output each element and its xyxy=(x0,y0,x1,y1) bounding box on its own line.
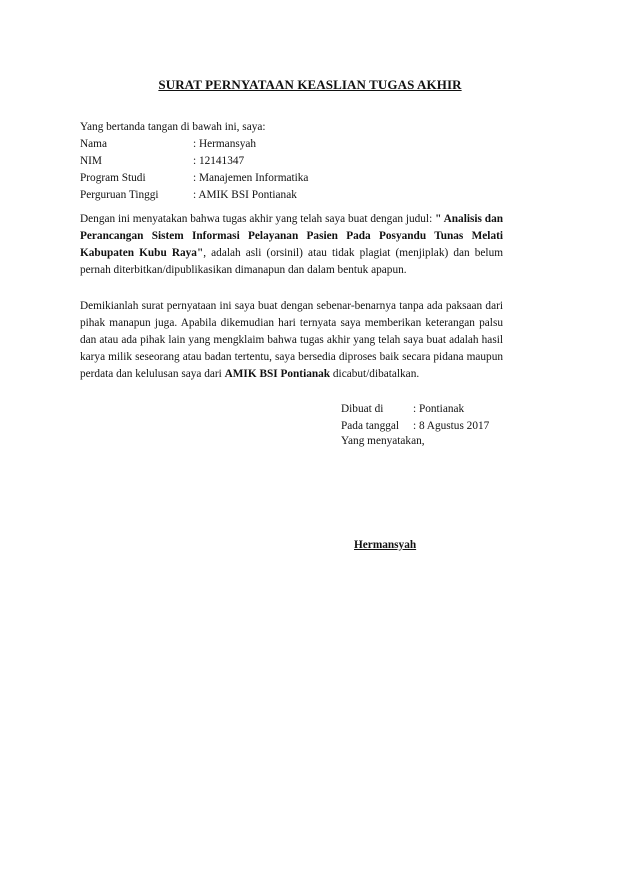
field-value: : AMIK BSI Pontianak xyxy=(193,189,297,201)
place-value: : Pontianak xyxy=(413,403,465,415)
field-row-nama xyxy=(80,136,308,153)
document-title: SURAT PERNYATAAN KEASLIAN TUGAS AKHIR xyxy=(158,77,462,92)
declaration-text-start: Demikianlah surat pernyataan ini saya buat dengan sebenar-benarnya tanpa ada paksaan dari pihak manapun juga. Apabila dikemudian hari ternyata saya memberikan keterangan palsu dan atau ada pihak lain yang mengklaim bahwa tugas akhir yang telah saya buat adalah hasil karya milik seseorang atau badan tertentu, saya bersedia diproses baik secara pidana maupun perdata dan kelulusan saya dari xyxy=(80,300,503,380)
declaration-text-end: dicabut/dibatalkan. xyxy=(330,368,420,380)
thesis-title: " Analisis dan Perancangan Sistem Informasi Pelayanan Pasien Pada Posyandu Tunas Melati Kabupaten Kubu Raya" xyxy=(80,213,504,259)
field-value: : 12141347 xyxy=(193,155,245,167)
field-label: Perguruan Tinggi xyxy=(80,189,159,201)
field-value: : Hermansyah xyxy=(193,138,257,150)
date-label: Pada tanggal xyxy=(341,420,400,432)
signer-name: Hermansyah xyxy=(354,539,417,551)
field-label: NIM xyxy=(80,155,102,167)
place-row xyxy=(341,401,489,418)
date-value: : 8 Agustus 2017 xyxy=(413,420,490,432)
closing-text: Yang menyatakan, xyxy=(341,435,425,447)
field-row-nim xyxy=(80,153,308,170)
place-label: Dibuat di xyxy=(341,403,384,415)
institution-name: AMIK BSI Pontianak xyxy=(224,368,331,380)
signature-details xyxy=(341,401,489,435)
field-label: Nama xyxy=(80,138,107,150)
statement-paragraph xyxy=(80,211,503,279)
statement-text-start: Dengan ini menyatakan bahwa tugas akhir yang telah saya buat dengan judul: xyxy=(80,213,436,225)
statement-text-end: , adalah asli (orsinil) atau tidak plagiat (menjiplak) dan belum pernah diterbitkan/dipublikasikan dimanapun dan dalam bentuk apapun. xyxy=(80,247,503,276)
intro-text: Yang bertanda tangan di bawah ini, saya: xyxy=(80,121,266,133)
field-row-perguruan-tinggi xyxy=(80,187,308,204)
field-label: Program Studi xyxy=(80,172,146,184)
field-value: : Manajemen Informatika xyxy=(193,172,309,184)
identity-fields xyxy=(80,136,308,204)
field-row-program-studi xyxy=(80,170,308,187)
declaration-paragraph xyxy=(80,298,503,383)
